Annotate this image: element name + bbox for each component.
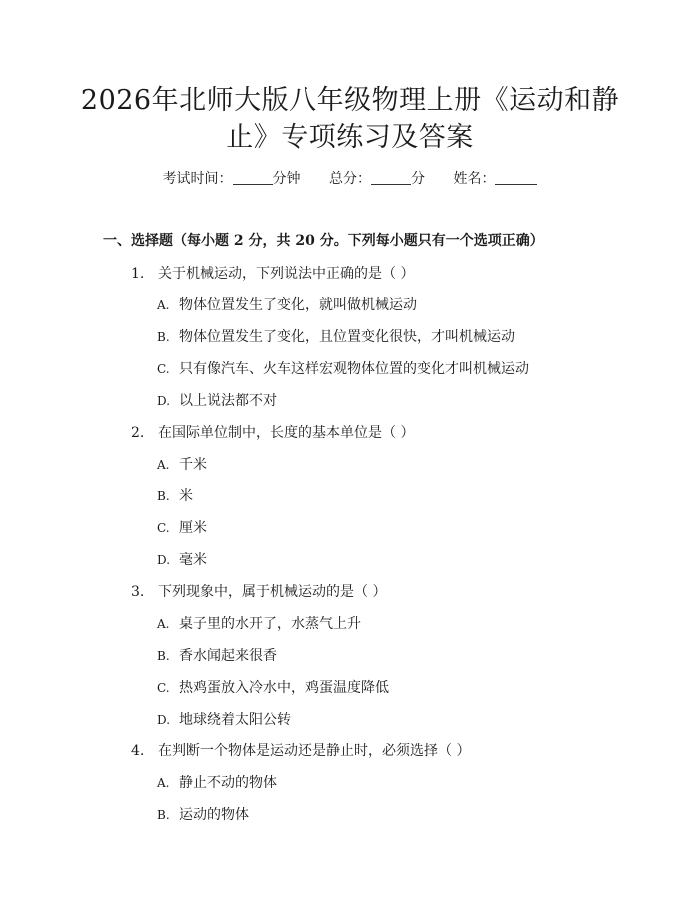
section-heading: 一、选择题（每小题 2 分，共 20 分。下列每小题只有一个选项正确）	[103, 233, 544, 249]
question-number: 1.	[131, 266, 145, 282]
option-1d	[157, 390, 277, 410]
option-text: 静止不动的物体	[179, 775, 277, 791]
option-letter: C.	[157, 681, 170, 695]
document-title-line-1: 2026年北师大版八年级物理上册《运动和静	[80, 85, 620, 116]
option-2d	[157, 549, 207, 569]
question-number: 3.	[131, 584, 145, 600]
total-score-label: 总分：	[329, 171, 371, 187]
option-2a	[157, 454, 207, 474]
option-letter: A.	[157, 298, 170, 312]
option-1a	[157, 294, 417, 314]
option-text: 物体位置发生了变化，且位置变化很快，才叫机械运动	[179, 329, 515, 345]
option-letter: D.	[157, 394, 171, 408]
option-letter: B.	[157, 330, 170, 344]
question-1	[131, 263, 414, 283]
question-text: 下列现象中，属于机械运动的是（ ）	[158, 584, 387, 600]
option-3b	[157, 645, 277, 665]
exam-time-unit: 分钟	[272, 171, 301, 187]
option-text: 热鸡蛋放入冷水中，鸡蛋温度降低	[179, 680, 389, 696]
option-letter: A.	[157, 458, 170, 472]
option-letter: B.	[157, 808, 170, 822]
option-1b	[157, 326, 515, 346]
student-name-label: 姓名：	[453, 171, 496, 187]
student-name-field	[453, 171, 537, 187]
exam-info-row	[0, 168, 700, 188]
question-text: 在判断一个物体是运动还是静止时，必须选择（ ）	[158, 743, 471, 759]
option-letter: C.	[157, 362, 170, 376]
question-number: 4.	[131, 743, 145, 759]
total-score-field	[329, 171, 425, 187]
option-4a	[157, 772, 277, 792]
exam-time-label: 考试时间：	[162, 171, 233, 187]
option-text: 毫米	[179, 552, 207, 568]
option-text: 香水闻起来很香	[179, 648, 277, 664]
option-letter: B.	[157, 489, 170, 503]
option-text: 只有像汽车、火车这样宏观物体位置的变化才叫机械运动	[179, 361, 529, 377]
option-2b	[157, 485, 193, 505]
question-3	[131, 581, 386, 601]
option-3c	[157, 677, 389, 697]
option-3a	[157, 613, 361, 633]
total-score-unit: 分	[411, 171, 425, 187]
option-text: 厘米	[179, 520, 207, 536]
option-letter: C.	[157, 521, 170, 535]
question-text: 在国际单位制中，长度的基本单位是（ ）	[158, 425, 415, 441]
option-letter: B.	[157, 649, 170, 663]
option-text: 物体位置发生了变化，就叫做机械运动	[179, 297, 417, 313]
question-2	[131, 422, 414, 442]
option-text: 桌子里的水开了，水蒸气上升	[179, 616, 361, 632]
option-text: 以上说法都不对	[179, 393, 277, 409]
question-number: 2.	[131, 425, 145, 441]
option-text: 米	[179, 488, 193, 504]
exam-time-field	[163, 171, 301, 187]
option-letter: D.	[157, 713, 171, 727]
option-text: 运动的物体	[179, 807, 249, 823]
total-score-blank	[371, 170, 411, 185]
exam-time-blank	[233, 170, 273, 185]
option-letter: A.	[157, 617, 170, 631]
student-name-blank	[495, 170, 537, 185]
option-letter: D.	[157, 553, 171, 567]
question-4	[131, 740, 470, 760]
option-1c	[157, 358, 529, 378]
option-text: 千米	[179, 457, 207, 473]
option-4b	[157, 804, 249, 824]
option-3d	[157, 709, 291, 729]
document-title-line-2: 止》专项练习及答案	[226, 122, 474, 153]
option-2c	[157, 517, 207, 537]
option-letter: A.	[157, 776, 170, 790]
question-text: 关于机械运动，下列说法中正确的是（ ）	[158, 266, 415, 282]
option-text: 地球绕着太阳公转	[179, 712, 291, 728]
